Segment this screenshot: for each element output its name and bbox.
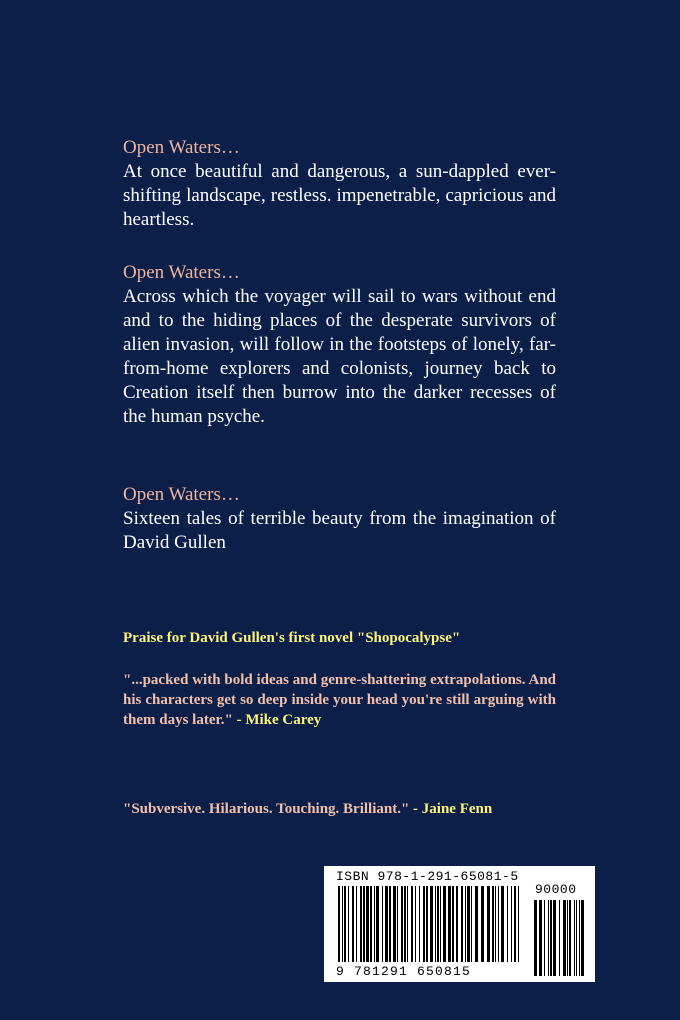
barcode-bar bbox=[456, 886, 458, 962]
barcode-bar bbox=[514, 886, 516, 962]
quote-text: "Subversive. Hilarious. Touching. Brilliant." bbox=[123, 801, 410, 817]
barcode-bar bbox=[419, 886, 420, 962]
barcode-bar bbox=[430, 886, 433, 962]
barcode-bar bbox=[581, 900, 584, 976]
barcode-bar bbox=[511, 886, 512, 962]
barcode-bar bbox=[401, 886, 403, 962]
barcode-bar bbox=[544, 900, 545, 976]
blurb-section-1 bbox=[123, 136, 556, 232]
barcode-bar bbox=[518, 886, 519, 962]
quote-text: "...packed with bold ideas and genre-shattering extrapolations. And his characters get so deep inside your head you're still arguing with them days later." bbox=[123, 672, 556, 728]
barcode-bar bbox=[370, 886, 372, 962]
barcode-bar bbox=[492, 886, 494, 962]
barcode-bar bbox=[389, 886, 391, 962]
barcode-bar bbox=[574, 900, 575, 976]
barcode-bar bbox=[348, 886, 349, 962]
barcode-bar bbox=[498, 886, 499, 962]
barcode-bar bbox=[471, 886, 472, 962]
barcode-bar bbox=[382, 886, 383, 962]
barcode-bar bbox=[495, 886, 496, 962]
barcode-bar bbox=[435, 886, 436, 962]
barcode-bar bbox=[501, 886, 504, 962]
price-addon-bars bbox=[534, 900, 584, 976]
barcode-bar bbox=[423, 886, 425, 962]
barcode-bar bbox=[366, 886, 369, 962]
barcode-bar bbox=[440, 886, 441, 962]
barcode-bar bbox=[437, 886, 439, 962]
barcode-bar bbox=[356, 886, 357, 962]
quote-author: - Mike Carey bbox=[232, 712, 322, 728]
barcode-bar bbox=[481, 886, 484, 962]
barcode-bar bbox=[553, 900, 556, 976]
barcode-bar bbox=[448, 886, 451, 962]
section-body: Sixteen tales of terrible beauty from the imagination of David Gullen bbox=[123, 508, 556, 553]
barcode-bar bbox=[385, 886, 388, 962]
barcode-bar bbox=[342, 886, 343, 962]
barcode-bar bbox=[579, 900, 580, 976]
barcode-bar bbox=[567, 900, 568, 976]
review-quote bbox=[123, 670, 556, 730]
barcode-bar bbox=[548, 900, 549, 976]
isbn-barcode bbox=[324, 866, 595, 982]
barcode-bar bbox=[569, 900, 571, 976]
barcode-bar bbox=[559, 900, 560, 976]
barcode-bar bbox=[344, 886, 346, 962]
barcode-bar bbox=[411, 886, 413, 962]
blurb-section-3 bbox=[123, 483, 556, 555]
barcode-bar bbox=[404, 886, 406, 962]
barcode-bar bbox=[475, 886, 478, 962]
barcode-bar bbox=[539, 900, 542, 976]
barcode-bar bbox=[563, 900, 566, 976]
section-body: At once beautiful and dangerous, a sun-dappled ever-shifting landscape, restless. impenetrable, capricious and heartless. bbox=[123, 161, 556, 230]
isbn-number: ISBN 978-1-291-65081-5 bbox=[336, 869, 519, 884]
section-heading: Open Waters… bbox=[123, 484, 240, 505]
barcode-bar bbox=[487, 886, 490, 962]
price-code: 90000 bbox=[535, 882, 577, 897]
section-body: Across which the voyager will sail to wars without end and to the hiding places of the desperate survivors of alien invasion, will follow in the footsteps of lonely, far-from-home explorers and colonists, journey back to Creation itself then burrow into the darker recesses of the human psyche. bbox=[123, 286, 556, 427]
ean-digits: 9 781291 650815 bbox=[336, 964, 472, 979]
barcode-bar bbox=[467, 886, 470, 962]
barcode-bar bbox=[443, 886, 446, 962]
barcode-bar bbox=[465, 886, 466, 962]
barcode-bar bbox=[576, 900, 577, 976]
quote-author: - Jaine Fenn bbox=[409, 801, 493, 817]
praise-title: Praise for David Gullen's first novel "Shopocalypse" bbox=[123, 630, 461, 646]
section-heading: Open Waters… bbox=[123, 137, 240, 158]
barcode-bar bbox=[507, 886, 508, 962]
barcode-bar bbox=[461, 886, 463, 962]
section-heading: Open Waters… bbox=[123, 262, 240, 283]
barcode-bar bbox=[376, 886, 379, 962]
ean-bars bbox=[338, 886, 519, 962]
barcode-bar bbox=[397, 886, 398, 962]
barcode-bar bbox=[374, 886, 375, 962]
barcode-bar bbox=[393, 886, 396, 962]
barcode-bar bbox=[415, 886, 416, 962]
review-quote bbox=[123, 799, 556, 819]
barcode-bar bbox=[452, 886, 454, 962]
barcode-bar bbox=[550, 900, 552, 976]
barcode-bar bbox=[352, 886, 354, 962]
barcode-bar bbox=[360, 886, 362, 962]
barcode-bar bbox=[407, 886, 408, 962]
barcode-bar bbox=[338, 886, 340, 962]
barcode-bar bbox=[426, 886, 428, 962]
barcode-bar bbox=[534, 900, 537, 976]
barcode-bar bbox=[363, 886, 365, 962]
blurb-section-2 bbox=[123, 261, 556, 429]
